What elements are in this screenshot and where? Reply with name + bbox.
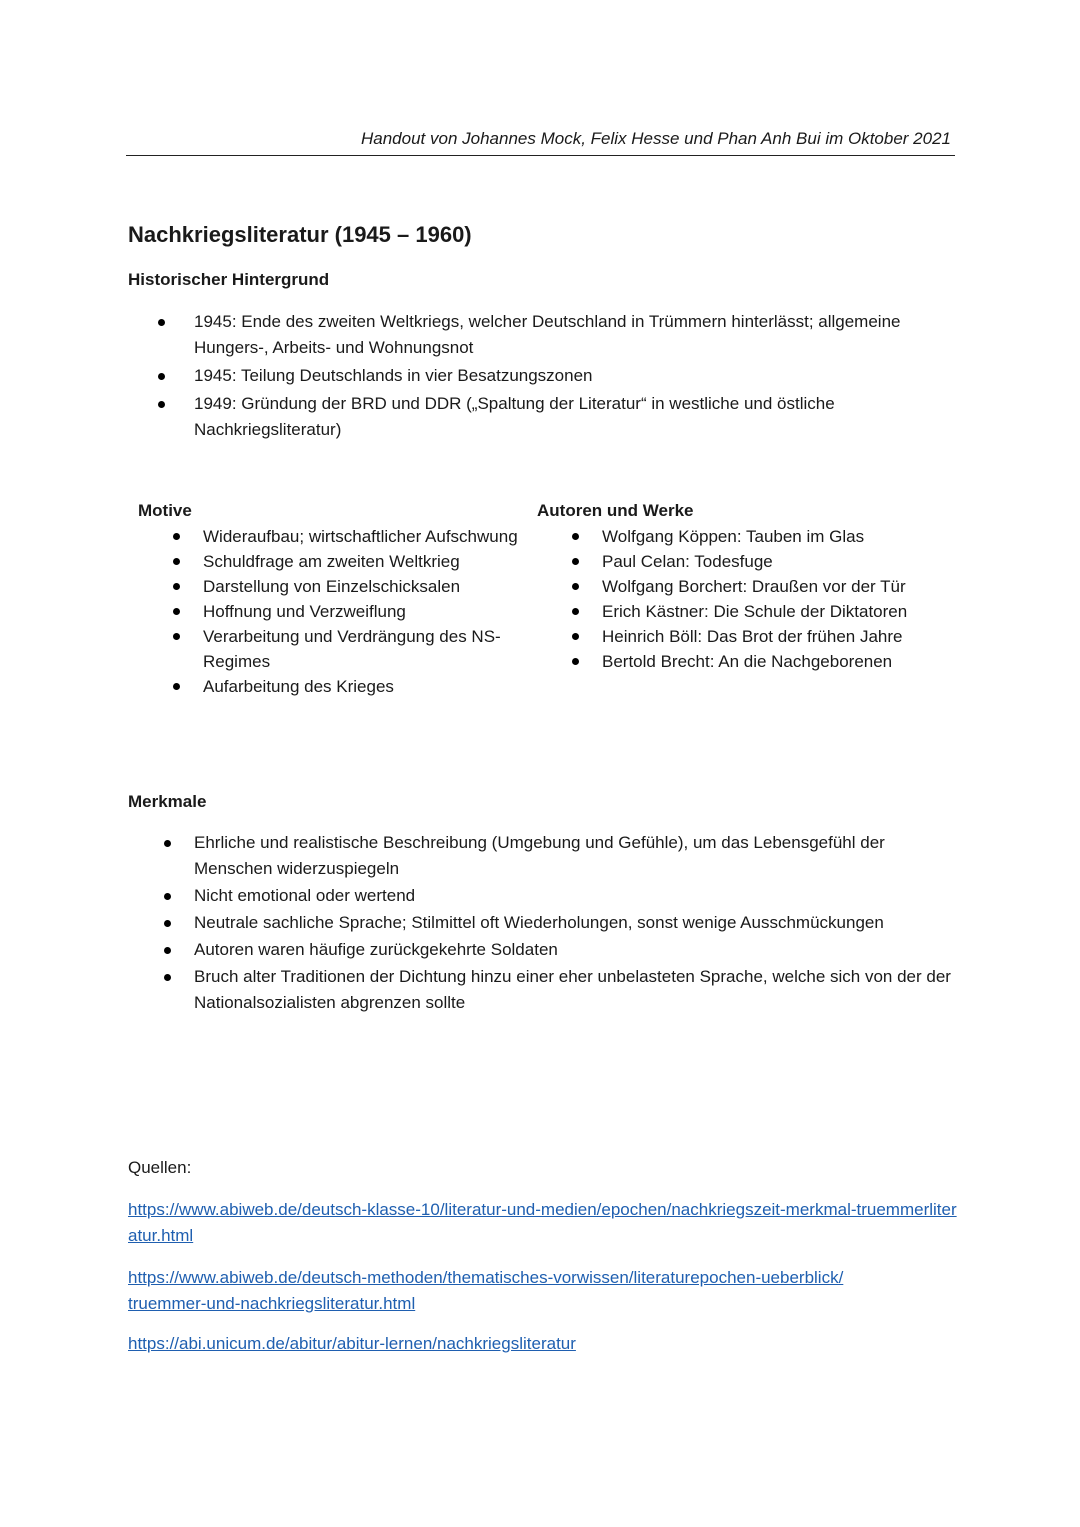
bullet-icon (173, 533, 180, 540)
bullet-icon (158, 373, 165, 380)
bullet-icon (158, 401, 165, 408)
bullet-icon (158, 319, 165, 326)
list-item: Erich Kästner: Die Schule der Diktatoren (602, 599, 962, 624)
bullet-icon (173, 683, 180, 690)
source-link-3[interactable]: https://abi.unicum.de/abitur/abitur-lernen/nachkriegsliteratur (128, 1334, 576, 1353)
list-item: Wideraufbau; wirtschaftlicher Aufschwung (203, 524, 523, 549)
header-divider (126, 155, 955, 156)
list-item: Aufarbeitung des Krieges (203, 674, 523, 699)
list-item: Hoffnung und Verzweiflung (203, 599, 523, 624)
bullet-icon (164, 920, 171, 927)
bullet-icon (173, 558, 180, 565)
document-header: Handout von Johannes Mock, Felix Hesse und Phan Anh Bui im Oktober 2021 (361, 129, 951, 148)
list-item: Neutrale sachliche Sprache; Stilmittel oft Wiederholungen, sonst wenige Ausschmückungen (194, 910, 964, 936)
page-title: Nachkriegsliteratur (1945 – 1960) (128, 222, 472, 247)
list-item: Schuldfrage am zweiten Weltkrieg (203, 549, 523, 574)
bullet-icon (164, 947, 171, 954)
list-item: Ehrliche und realistische Beschreibung (Umgebung und Gefühle), um das Lebensgefühl der Menschen widerzuspiegeln (194, 830, 964, 882)
sources-label: Quellen: (128, 1158, 192, 1177)
list-item: Darstellung von Einzelschicksalen (203, 574, 523, 599)
bullet-icon (572, 658, 579, 665)
motive-list (203, 524, 523, 699)
list-item: 1949: Gründung der BRD und DDR („Spaltung der Literatur“ in westliche und östliche Nachkriegsliteratur) (194, 391, 914, 443)
list-item: Autoren waren häufige zurückgekehrte Soldaten (194, 937, 964, 963)
bullet-icon (572, 608, 579, 615)
bullet-icon (164, 893, 171, 900)
bullet-icon (572, 558, 579, 565)
merkmale-list (194, 830, 964, 1017)
source-link-2[interactable]: https://www.abiweb.de/deutsch-methoden/thematisches-vorwissen/literaturepochen-ueberblick/truemmer-und-nachkriegsliteratur.html (128, 1268, 844, 1313)
list-item: 1945: Teilung Deutschlands in vier Besatzungszonen (194, 363, 914, 389)
bullet-icon (173, 608, 180, 615)
bullet-icon (164, 974, 171, 981)
bullet-icon (164, 840, 171, 847)
autoren-list (602, 524, 962, 674)
section-heading-autoren: Autoren und Werke (537, 501, 694, 520)
list-item: Wolfgang Köppen: Tauben im Glas (602, 524, 962, 549)
bullet-icon (572, 583, 579, 590)
list-item: Verarbeitung und Verdrängung des NS-Regimes (203, 624, 523, 674)
list-item: Wolfgang Borchert: Draußen vor der Tür (602, 574, 962, 599)
list-item: 1945: Ende des zweiten Weltkriegs, welcher Deutschland in Trümmern hinterlässt; allgemeine Hungers-, Arbeits- und Wohnungsnot (194, 309, 914, 361)
bullet-icon (173, 633, 180, 640)
section-heading-motive: Motive (138, 501, 192, 520)
list-item: Heinrich Böll: Das Brot der frühen Jahre (602, 624, 962, 649)
bullet-icon (572, 533, 579, 540)
list-item: Paul Celan: Todesfuge (602, 549, 962, 574)
section-heading-merkmale: Merkmale (128, 792, 207, 811)
source-link-1[interactable]: https://www.abiweb.de/deutsch-klasse-10/literatur-und-medien/epochen/nachkriegszeit-merkmal-truemmerliteratur.html (128, 1200, 957, 1245)
list-item: Nicht emotional oder wertend (194, 883, 964, 909)
bullet-icon (173, 583, 180, 590)
section-heading-historisch: Historischer Hintergrund (128, 270, 330, 289)
list-item: Bruch alter Traditionen der Dichtung hinzu einer eher unbelasteten Sprache, welche sich von der der Nationalsozialisten abgrenzen sollte (194, 964, 964, 1016)
historisch-list (194, 309, 914, 445)
list-item: Bertold Brecht: An die Nachgeborenen (602, 649, 962, 674)
bullet-icon (572, 633, 579, 640)
